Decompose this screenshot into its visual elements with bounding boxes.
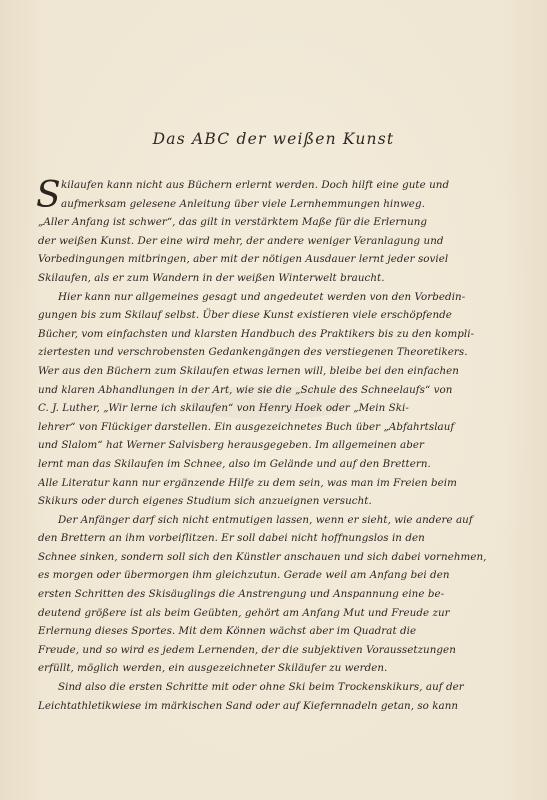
text-line: der weißen Kunst. Der eine wird mehr, der andere weniger Veranlagung und	[38, 234, 444, 247]
text-line: es morgen oder übermorgen ihm gleichzutun. Gerade weil am Anfang bei den	[38, 569, 450, 582]
text-line: Hier kann nur allgemeines gesagt und angedeutet werden von den Vorbedin-	[58, 290, 466, 303]
body-text	[38, 176, 508, 715]
text-line: Skilaufen, als er zum Wandern in der weißen Winterwelt braucht.	[38, 271, 385, 284]
text-line: kilaufen kann nicht aus Büchern erlernt werden. Doch hilft eine gute und	[61, 179, 450, 191]
text-line: „Aller Anfang ist schwer“, das gilt in verstärktem Maße für die Erlernung	[38, 216, 428, 229]
text-line: ziertesten und verschrobensten Gedankengängen des verstiegenen Theoretikers.	[38, 346, 468, 359]
text-line: lehrer“ von Flückiger darstellen. Ein ausgezeichnetes Buch über „Abfahrtslauf	[38, 420, 455, 433]
text-line: gungen bis zum Skilauf selbst. Über diese Kunst existieren viele erschöpfende	[38, 309, 452, 322]
text-line: Vorbedingungen mitbringen, aber mit der nötigen Ausdauer lernt jeder soviel	[38, 253, 449, 266]
text-line: Sind also die ersten Schritte mit oder ohne Ski beim Trockenskikurs, auf der	[58, 681, 464, 694]
text-line: den Brettern an ihm vorbeiflitzen. Er soll dabei nicht hoffnungslos in den	[38, 532, 425, 545]
text-line: Der Anfänger darf sich nicht entmutigen lassen, wenn er sieht, wie andere auf	[58, 513, 473, 526]
text-line: und klaren Abhandlungen in der Art, wie sie die „Schule des Schneelaufs“ von	[38, 383, 453, 396]
text-line: Leichtathletikwiese im märkischen Sand oder auf Kiefernnadeln getan, so kann	[38, 699, 459, 712]
text-line: lernt man das Skilaufen im Schnee, also im Gelände und auf den Brettern.	[38, 457, 431, 470]
text-line: Freude, und so wird es jedem Lernenden, der die subjektiven Voraussetzungen	[38, 643, 456, 656]
text-line: aufmerksam gelesene Anleitung über viele Lernhemmungen hinweg.	[61, 197, 425, 210]
text-line: deutend größere ist als beim Geübten, gehört am Anfang Mut und Freude zur	[38, 606, 450, 619]
text-line: Bücher, vom einfachsten und klarsten Handbuch des Praktikers bis zu den kompli-	[38, 327, 475, 340]
text-line: ersten Schritten des Skisäuglings die Anstrengung und Anspannung eine be-	[38, 588, 445, 601]
text-line: Alle Literatur kann nur ergänzende Hilfe zu dem sein, was man im Freien beim	[38, 476, 457, 489]
text-line: Skikurs oder durch eigenes Studium sich anzueignen versucht.	[38, 495, 372, 508]
text-line: erfüllt, möglich werden, ein ausgezeichneter Skiläufer zu werden.	[38, 662, 388, 675]
text-line: Wer aus den Büchern zum Skilaufen etwas lernen will, bleibe bei den einfachen	[38, 364, 459, 377]
text-line: C. J. Luther, „Wir lerne ich skilaufen“ von Henry Hoek oder „Mein Ski-	[38, 402, 409, 415]
drop-cap-initial: S	[36, 175, 61, 216]
page-title: Das ABC der weißen Kunst	[152, 130, 395, 148]
text-line: Erlernung dieses Sportes. Mit dem Können wächst aber im Quadrat die	[38, 625, 417, 638]
text-line: Schnee sinken, sondern soll sich den Künstler anschauen und sich dabei vornehmen,	[38, 550, 487, 563]
text-line: und Slalom“ hat Werner Salvisberg herausgegeben. Im allgemeinen aber	[38, 439, 424, 452]
